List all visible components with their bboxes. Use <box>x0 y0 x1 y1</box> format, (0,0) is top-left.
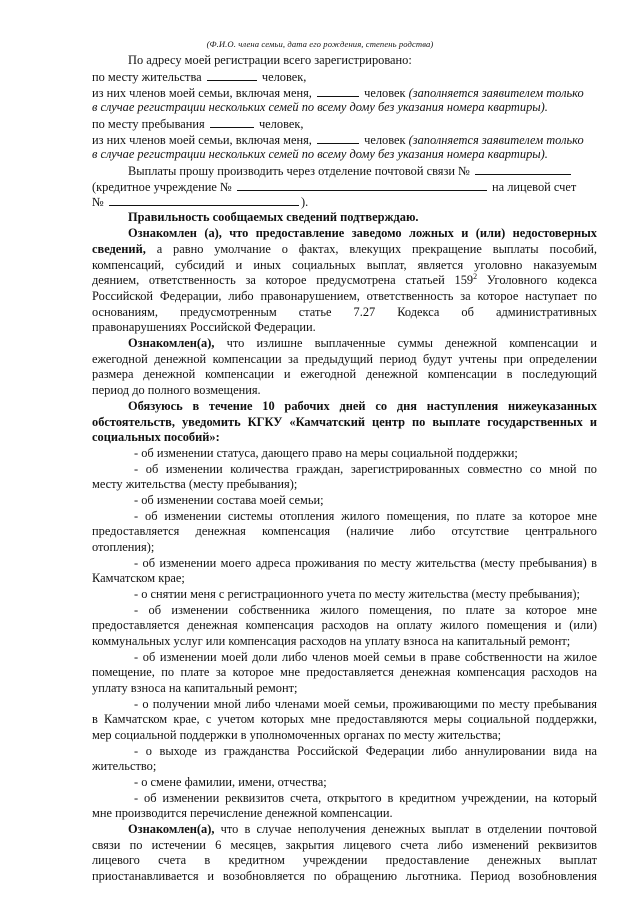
account-number-field[interactable] <box>109 194 299 206</box>
p2-line-2: ежегодной денежной компенсации за предыдущий период будут учтены при определении <box>92 352 597 366</box>
registration-stay-line: по месту пребывания человек, <box>92 117 304 131</box>
p1-line-1: Ознакомлен (а), что предоставление заведомо ложных и (или) недостоверных <box>128 226 597 240</box>
obligation-item: - об изменении состава моей семьи; <box>134 493 324 507</box>
post-office-number-field[interactable] <box>475 163 571 175</box>
obligation-item: - о снятии меня с регистрационного учета по месту жительства (месту пребывания); <box>134 587 580 601</box>
obligation-item-cont: мер социальной поддержки в уполномоченных органах по месту жительства; <box>92 728 502 742</box>
obligation-item-cont: жительство; <box>92 759 157 773</box>
obligation-item-cont: помещение, по плате за которое мне предоставляется денежная компенсация расходов на <box>92 665 597 679</box>
registration-intro: По адресу моей регистрации всего зарегистрировано: <box>128 53 412 67</box>
obligation-item: - об изменении собственника жилого помещения, по плате за которое мне <box>134 603 597 617</box>
p1-line-4: деянием, ответственность за которое предусмотрена статьей $159^2$ Уголовного кодекса <box>92 271 597 287</box>
payments-post-office-line: Выплаты прошу производить через отделение почтовой связи № <box>128 163 597 180</box>
confirm-statement: Правильность сообщаемых сведений подтверждаю. <box>128 210 419 224</box>
obligation-item-cont: отопления); <box>92 540 155 554</box>
stay-count-field[interactable] <box>210 116 254 128</box>
obligation-item: - о выходе из гражданства Российской Федерации либо аннулировании вида на <box>134 744 597 758</box>
p2-line-3: размера денежной компенсации и ежегодной денежной компенсации в последующий <box>92 367 597 381</box>
registration-residence-line: по месту жительства человек, <box>92 70 307 84</box>
residence-count-field[interactable] <box>207 69 257 81</box>
obligation-item-cont: коммунальных услуг или компенсация расходов на уплату взноса на капитальный ремонт; <box>92 634 571 648</box>
obligation-item-cont: в Камчатском крае, с учетом которых мне предоставляются меры социальной поддержки, <box>92 712 597 726</box>
registration-note-2: в случае регистрации нескольких семей по всему дому без указания номера квартиры). <box>92 147 548 161</box>
registration-note-1: в случае регистрации нескольких семей по всему дому без указания номера квартиры). <box>92 100 548 114</box>
p1-line-7: правонарушениях Российской Федерации. <box>92 320 316 334</box>
p4-line-4: приостанавливается и возобновляется по обращению льготника. Период возобновления <box>92 869 597 883</box>
payments-account-line: № ). <box>92 195 309 209</box>
p4-line-2: связи по истечении 6 месяцев, закрытия лицевого счета либо изменений реквизитов <box>92 838 597 852</box>
obligation-item-cont: Камчатском крае; <box>92 571 185 585</box>
obligation-item: - об изменении реквизитов счета, открытого в кредитном учреждении, на который <box>134 791 597 805</box>
p1-line-2: сведений, а равно умолчание о фактах, влекущих прекращение выплаты пособий, <box>92 242 597 256</box>
p1-line-3: компенсаций, субсидий и иных социальных выплат, является уголовно наказуемым <box>92 258 597 272</box>
p3-line-1: Обязуюсь в течение 10 рабочих дней со дня наступления нижеуказанных <box>128 399 597 413</box>
obligation-item: - об изменении количества граждан, зарегистрированных совместно со мной по <box>134 462 597 476</box>
p2-line-1: Ознакомлен(а), что излишне выплаченные суммы денежной компенсации и <box>128 336 597 350</box>
obligation-item: - об изменении моего адреса проживания по месту жительства (месту пребывания) в <box>134 556 597 570</box>
p4-line-1: Ознакомлен(а), что в случае неполучения денежных выплат в отделении почтовой <box>128 822 597 836</box>
obligation-item-cont: предоставляется денежная компенсация (наличие либо отсутствие центрального <box>92 524 597 538</box>
obligation-item: - о получении мной либо членами моей семьи, проживающими по месту пребывания <box>134 697 597 711</box>
p2-line-4: период до полного возмещения. <box>92 383 261 397</box>
obligation-item: - об изменении статуса, дающего право на меры социальной поддержки; <box>134 446 518 460</box>
members-count-field-2[interactable] <box>317 132 359 144</box>
obligation-item-cont: уплату взноса на капитальный ремонт; <box>92 681 298 695</box>
obligation-item-cont: мне производится перечисление денежной компенсации. <box>92 806 393 820</box>
payments-credit-line: (кредитное учреждение № на лицевой счет <box>92 180 577 194</box>
registration-members-line-2: из них членов моей семьи, включая меня, человек (заполняется заявителем только <box>92 133 584 147</box>
credit-institution-field[interactable] <box>237 179 487 191</box>
obligation-item-cont: предоставляется денежная компенсация расходов на оплату жилого помещения и (или) <box>92 618 597 632</box>
obligation-item: - об изменении моей доли либо членов моей семьи в праве собственности на жилое <box>134 650 597 664</box>
obligation-item-cont: месту жительства (месту пребывания); <box>92 477 298 491</box>
p1-line-5: Российской Федерации, либо правонарушением, ответственность за которое наступает по <box>92 289 597 303</box>
p3-line-2: обстоятельств, уведомить КГКУ «Камчатский центр по выплате государственных и <box>92 415 597 429</box>
p4-line-3: лицевого счета в кредитном учреждении предоставление денежных выплат <box>92 853 597 867</box>
caption-family-member: (Ф.И.О. члена семьи, дата его рождения, степень родства) <box>206 39 434 49</box>
members-count-field-1[interactable] <box>317 85 359 97</box>
p3-line-3: социальных пособий»: <box>92 430 220 444</box>
registration-members-line-1: из них членов моей семьи, включая меня, человек (заполняется заявителем только <box>92 86 584 100</box>
p1-line-6: основаниям, предусмотренным статье 7.27 Кодекса об административных <box>92 305 597 319</box>
obligation-item: - об изменении системы отопления жилого помещения, по плате за которое мне <box>134 509 597 523</box>
obligation-item: - о смене фамилии, имени, отчества; <box>134 775 327 789</box>
